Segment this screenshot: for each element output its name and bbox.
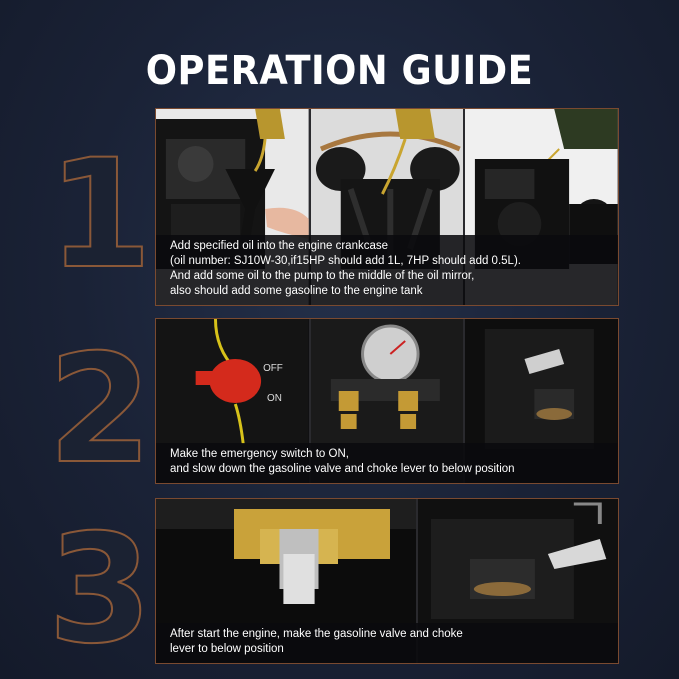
step-3-caption-line: After start the engine, make the gasoline valve and choke: [170, 628, 463, 640]
step-2-panel: [155, 318, 619, 484]
step-2-caption-line: Make the emergency switch to ON,: [170, 448, 349, 460]
page-title: OPERATION GUIDE: [145, 48, 534, 94]
step-3-number: 3: [47, 503, 153, 677]
step-2-caption-line: and slow down the gasoline valve and choke lever to below position: [170, 463, 515, 475]
switch-off-label: OFF: [263, 362, 283, 375]
step-1-caption-line: (oil number: SJ10W-30,if15HP should add 1L, 7HP should add 0.5L).: [170, 255, 521, 267]
step-3-panel: [155, 498, 619, 664]
step-1-panel: [155, 108, 619, 306]
step-2-number: 2: [47, 323, 153, 497]
step-1-caption-line: also should add some gasoline to the engine tank: [170, 285, 423, 297]
switch-on-label: ON: [267, 392, 282, 405]
step-1-number: 1: [47, 128, 153, 302]
step-3-caption: [156, 623, 618, 663]
step-2-caption: [156, 443, 618, 483]
step-1-caption-line: And add some oil to the pump to the middle of the oil mirror,: [170, 270, 475, 282]
step-1-caption-line: Add specified oil into the engine crankcase: [170, 240, 389, 252]
step-3-caption-line: lever to below position: [170, 643, 284, 655]
step-1-caption: [156, 235, 618, 305]
